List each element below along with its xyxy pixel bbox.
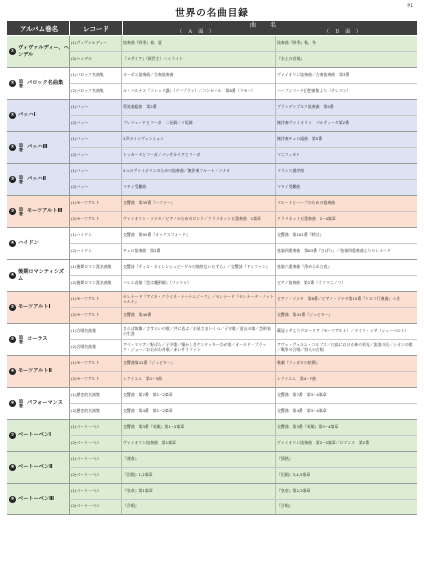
side-b-cell: 『情熱』 — [277, 456, 293, 462]
side-b-cell: 交響曲 第101番『時計』 — [277, 232, 324, 238]
album-cell — [7, 132, 69, 163]
header-side-a: （ Ａ 面 ） — [177, 29, 216, 35]
table-row — [69, 260, 417, 275]
record-cell: (2)後期ロマン派名曲集 — [70, 276, 122, 291]
album-number-badge: ③ — [10, 208, 15, 214]
album-volume-label: 追巻 — [19, 143, 24, 152]
side-a-cell: 『田園』1,2楽章 — [122, 468, 276, 483]
record-cell: (2)バッハ — [70, 116, 122, 131]
album-name: ハイドン — [18, 240, 39, 247]
album-cell — [7, 36, 69, 67]
side-b-cell: ヴァイオリン協奏曲 第2~3楽章／ロマンス 第2番 — [277, 440, 370, 446]
album-name: パフォーマンス — [27, 400, 63, 407]
album-cell — [7, 68, 69, 99]
album-cell — [7, 100, 69, 131]
album-group — [7, 164, 417, 196]
side-a-cell: 交響曲第41番『ジュピター』 — [122, 356, 276, 371]
record-cell: (2)モーツアルト — [70, 212, 122, 227]
table-row — [69, 68, 417, 83]
side-a-cell: 協奏曲『四季』春、夏 — [122, 36, 276, 51]
album-volume-label: 追巻 — [19, 335, 24, 344]
side-b-cell: 交響曲 第41番『ジュピター』 — [277, 312, 333, 318]
side-b-cell: 無伴奏チェロ組曲 第5番 — [277, 136, 323, 142]
side-b-cell: アヴェ・ヴェルム・コルプス／白鳥における神の栄光／流浪の民／シオンの娘／戦争の合唱／狩人の合唱 — [277, 341, 413, 352]
album-group — [7, 68, 417, 100]
header-songs-title: 曲名 — [249, 22, 290, 29]
record-cell: (2)歴史的名演集 — [70, 404, 122, 419]
side-a-cell: 2つのヴァイオリンのための協奏曲／無伴奏フルート・ソナタ — [122, 164, 276, 179]
record-cell: (1)ベートーベン — [70, 452, 122, 467]
table-row — [69, 179, 417, 195]
side-a-cell: 『メサイア』（救世主）ハイライト — [122, 52, 276, 67]
header-album: アルバム巻名 — [19, 24, 59, 33]
side-b-cell: マニフィカト — [277, 152, 301, 158]
album-group — [7, 260, 417, 292]
album-volume-label: 追巻 — [19, 399, 24, 408]
table-row — [69, 324, 417, 339]
table-row — [69, 484, 417, 499]
album-group — [7, 36, 417, 68]
album-group — [7, 420, 417, 452]
album-cell — [7, 228, 69, 259]
album-cell — [7, 196, 69, 227]
record-cell: (2)バロック名曲集 — [70, 84, 122, 99]
record-cell: (2)ヘンデル — [70, 52, 122, 67]
album-cell — [7, 484, 69, 514]
album-cell — [7, 292, 69, 323]
side-a-cell: マタイ受難曲 — [122, 180, 276, 195]
record-cell: (1)ヴィヴァルディー — [70, 36, 122, 51]
side-b-cell: マタイ受難曲 — [277, 184, 301, 190]
table-row — [69, 388, 417, 403]
side-a-cell: バレエ音楽『恋は魔術師』（ファリャ） — [122, 276, 276, 291]
record-cell: (2)ベートーベン — [70, 436, 122, 451]
album-name: ヴィヴァルディー、ヘンデル — [18, 45, 69, 58]
side-a-cell: 『合唱』 — [122, 500, 276, 515]
side-b-cell: ピアノ協奏曲 第2番（ラフマニノフ） — [277, 280, 346, 286]
table-row — [69, 196, 417, 211]
side-a-cell: 2声のインヴェンション — [122, 132, 276, 147]
table-row — [69, 292, 417, 307]
record-cell: (2)モーツアルト — [70, 308, 122, 323]
side-b-cell: ハープシコード幻想曲集より（テレマン） — [277, 88, 351, 94]
side-b-cell: ピアノ・ソナタ 第8番／ピアノ・ソナタ第15番『トルコ行進曲』つき — [277, 296, 401, 302]
record-cell: (1)ハイドン — [70, 228, 122, 243]
header-side-b: （ Ｂ 面 ） — [324, 29, 363, 35]
side-b-cell: 『水上の音楽』 — [277, 56, 305, 62]
side-a-cell: セレナード『アイネ・クライネ・ナハトムジーク』／セレナード『セレナータ・ノットゥルナ』 — [122, 292, 276, 307]
album-number-badge: ④ — [10, 241, 15, 246]
table-row — [69, 211, 417, 227]
album-number-badge: ② — [10, 144, 15, 150]
side-b-cell: レクイエム 第4~7曲 — [277, 376, 316, 382]
album-group — [7, 388, 417, 420]
side-b-cell: フルートとハープのための協奏曲 — [277, 200, 336, 206]
album-group — [7, 132, 417, 164]
album-group — [7, 100, 417, 132]
side-b-cell: 『合唱』 — [277, 503, 293, 509]
table-row — [69, 132, 417, 147]
side-b-cell: 戴冠ミサよりグローリア（モーツアルト）／ドイツ・ミサ（シューベルト） — [277, 328, 409, 334]
album-name: モーツアルトⅡ — [18, 368, 52, 375]
side-b-cell: 『田園』3,4,5楽章 — [277, 472, 311, 478]
side-a-cell: 交響曲 第3番『英雄』第1~2楽章 — [122, 420, 276, 435]
album-group — [7, 228, 417, 260]
side-b-cell: 弦楽四重奏曲 第63番『ひばり』／弦楽四重奏曲よりセレナード — [277, 248, 391, 254]
side-a-cell: 管弦楽組曲 第2番 — [122, 100, 276, 115]
album-cell — [7, 260, 69, 291]
table-row — [69, 36, 417, 51]
table-row — [69, 339, 417, 355]
table-row — [69, 100, 417, 115]
record-cell: (1)バッハ — [70, 164, 122, 179]
page-title: 世界の名曲目録 — [175, 8, 249, 19]
side-a-cell: 『皇帝』第1楽章 — [122, 484, 276, 499]
side-b-cell: クラリネット五重奏曲 2~4楽章 — [277, 216, 336, 222]
album-name: バロック名曲集 — [27, 80, 64, 87]
album-number-badge: ③ — [10, 176, 15, 182]
table-row — [69, 228, 417, 243]
header-record: レコード — [69, 21, 122, 35]
side-b-cell: 交響曲 第4番 第3~4楽章 — [277, 408, 327, 414]
record-cell: (2)合唱名曲集 — [70, 340, 122, 355]
album-number-badge: ⑥ — [10, 400, 15, 406]
side-a-cell: さらば故郷／さすらいの歌／共に喜ぶ／お星さまいくつ／子守歌／夏山の歌／芸術家の生涯 — [122, 324, 276, 339]
record-cell: (2)ベートーベン — [70, 468, 122, 483]
album-group — [7, 324, 417, 356]
album-name: モーツアルトⅢ — [27, 208, 63, 215]
table-row — [69, 420, 417, 435]
side-a-cell: 交響曲 第4番 第1~2楽章 — [122, 404, 276, 419]
table-row — [69, 499, 417, 515]
catalog-table — [7, 21, 417, 515]
table-row — [69, 147, 417, 163]
side-a-cell: 『運命』 — [122, 452, 276, 467]
record-cell: (1)バッハ — [70, 100, 122, 115]
side-a-cell: オーボエ協奏曲／合奏協奏曲 — [122, 68, 276, 83]
side-b-cell: 『皇帝』第2,3楽章 — [277, 487, 311, 493]
record-cell: (1)合唱名曲集 — [70, 324, 122, 339]
album-number-badge: ⑨ — [10, 496, 15, 502]
record-cell: (2)モーツアルト — [70, 372, 122, 387]
album-cell — [7, 388, 69, 419]
album-volume-label: 追巻 — [19, 207, 24, 216]
side-a-cell: 交響曲 第35番『ハフナー』 — [122, 196, 276, 211]
table-row — [69, 243, 417, 259]
table-row — [69, 164, 417, 179]
side-a-cell: プレリュードとフーガ 二長調／イ短調 — [122, 116, 276, 131]
record-cell: (1)ベートーベン — [70, 484, 122, 499]
side-a-cell: 交響曲 第92番『オックスフォード』 — [122, 228, 276, 243]
record-cell: (1)歴史的名演集 — [70, 388, 122, 403]
album-number-badge: ⑤ — [10, 305, 15, 310]
album-name: バッハⅢ — [27, 144, 48, 151]
album-name: ベートーベンⅡ — [18, 464, 53, 471]
record-cell: (2)ベートーベン — [70, 500, 122, 515]
album-name: ベートーベンⅠ — [18, 432, 52, 439]
album-number-badge: ⑤ — [10, 336, 15, 342]
side-b-cell: 交響曲 第7番 第3~4楽章 — [277, 392, 327, 398]
album-number-badge: ⑦ — [10, 433, 15, 438]
album-volume-label: 追巻 — [19, 79, 24, 88]
table-row — [69, 452, 417, 467]
side-a-cell: 交響詩『ティル・オイレンシュピーゲルの愉快ないたずら』／交響詩『ドンファン』 — [122, 260, 276, 275]
album-number-badge: ⑧ — [10, 465, 15, 470]
side-b-cell: 弦楽六重奏曲『浄められた夜』 — [277, 264, 332, 270]
album-volume-label: 追巻 — [19, 175, 24, 184]
side-b-cell: ヴァイオリン協奏曲／合奏協奏曲 第3番 — [277, 72, 350, 78]
page-number: P1 — [407, 4, 413, 9]
album-group — [7, 196, 417, 228]
table-row — [69, 307, 417, 323]
table-body — [7, 36, 417, 515]
album-name: モーツアルトⅠ — [18, 304, 51, 311]
album-cell — [7, 164, 69, 195]
album-name: ベートーベンⅢ — [18, 495, 55, 502]
side-a-cell: ル・バルナス『コレッリ讃』（クープラン）／コンセール 第6番（ラモー） — [122, 84, 276, 99]
record-cell: (2)ハイドン — [70, 244, 122, 259]
side-b-cell: ブランデンブルク協奏曲 第5番 — [277, 104, 334, 110]
header-songs — [122, 21, 417, 35]
table-row — [69, 371, 417, 387]
album-group — [7, 452, 417, 484]
side-b-cell: 無伴奏ヴァイオリン パルティータ第2番 — [277, 120, 350, 126]
side-b-cell: フランス風序曲 — [277, 168, 305, 174]
record-cell: (1)モーツアルト — [70, 356, 122, 371]
table-row — [69, 403, 417, 419]
table-row — [69, 115, 417, 131]
album-number-badge: ⑥ — [10, 369, 15, 374]
table-row — [69, 435, 417, 451]
album-number-badge: ① — [10, 49, 15, 54]
table-row — [69, 467, 417, 483]
album-group — [7, 356, 417, 388]
album-name: コーラス — [27, 336, 48, 343]
record-cell: (1)モーツアルト — [70, 196, 122, 211]
side-a-cell: 交響曲 第7番 第1~2楽章 — [122, 388, 276, 403]
album-group — [7, 484, 417, 515]
table-row — [69, 83, 417, 99]
album-number-badge: ④ — [10, 273, 15, 278]
record-cell: (1)バロック名曲集 — [70, 68, 122, 83]
table-row — [69, 275, 417, 291]
record-cell: (1)ベートーベン — [70, 420, 122, 435]
album-name: バッハⅠ — [18, 112, 36, 119]
side-a-cell: ヴァイオリン・ソナタ／ピアノのためのロンド／クラリネット五重奏曲 1楽章 — [122, 212, 276, 227]
side-b-cell: 歌劇『フィガロの結婚』 — [277, 360, 320, 366]
side-a-cell: トッカータとフーガ／パッサカリアとフーガ — [122, 148, 276, 163]
table-row — [69, 356, 417, 371]
album-number-badge: ② — [10, 113, 15, 118]
side-b-cell: 協奏曲『四季』秋、冬 — [277, 40, 316, 46]
side-a-cell: チェロ協奏曲 第2番 — [122, 244, 276, 259]
record-cell: (2)バッハ — [70, 148, 122, 163]
side-a-cell: 交響曲 第40番 — [122, 308, 276, 323]
album-name: 後期ロマンティシズム — [18, 269, 65, 282]
record-cell: (2)バッハ — [70, 180, 122, 195]
side-a-cell: アベ・マリア／野ばら／子守歌／懐かしきケンタッキーわが家／オールド・ブラック・ジョー／おおがわ舟歌／赤いサラファン — [122, 340, 276, 355]
album-cell — [7, 324, 69, 355]
record-cell: (1)後期ロマン派名曲集 — [70, 260, 122, 275]
record-cell: (1)モーツアルト — [70, 292, 122, 307]
side-a-cell: レクイエム 第1~3曲 — [122, 372, 276, 387]
album-name: バッハⅡ — [27, 176, 46, 183]
side-a-cell: ヴァイオリン協奏曲 第1楽章 — [122, 436, 276, 451]
table-header — [7, 21, 417, 36]
album-number-badge: ② — [10, 80, 15, 86]
table-row — [69, 51, 417, 67]
album-cell — [7, 420, 69, 451]
side-b-cell: 交響曲 第3番『英雄』第3~4楽章 — [277, 424, 339, 430]
album-cell — [7, 356, 69, 387]
album-cell — [7, 452, 69, 483]
album-group — [7, 292, 417, 324]
record-cell: (1)バッハ — [70, 132, 122, 147]
